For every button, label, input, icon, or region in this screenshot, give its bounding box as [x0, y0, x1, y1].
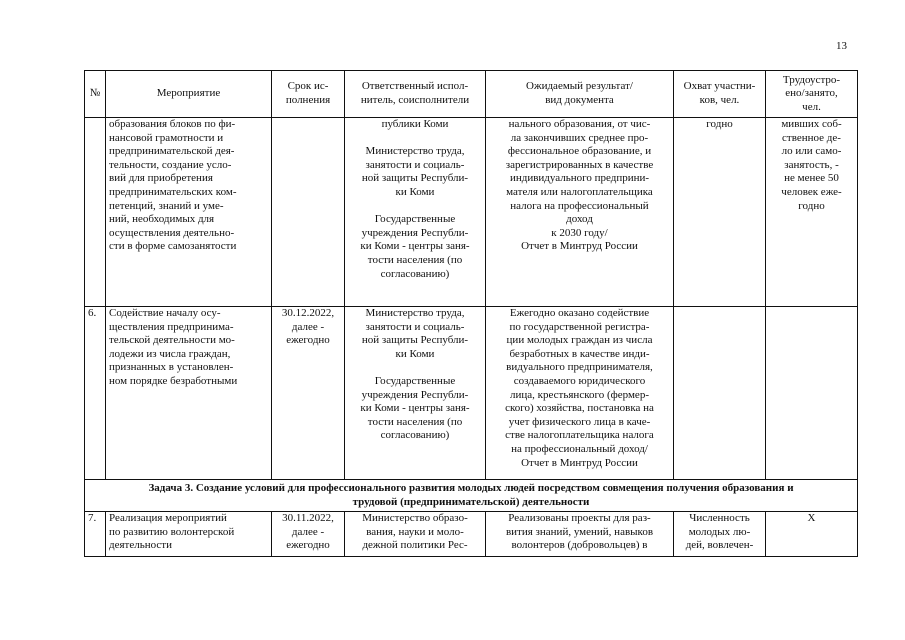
task-row: [85, 480, 858, 512]
text-line: мивших соб-: [781, 118, 842, 130]
text-line: волонтеров (добровольцев) в: [511, 539, 648, 552]
row5-responsible-b: [348, 145, 482, 199]
text-line: нансовой грамотности и: [109, 131, 224, 144]
text-line: образования блоков по фи-: [109, 118, 236, 130]
row6-result: [486, 307, 674, 480]
text-line: учреждения Республи-: [361, 226, 469, 239]
text-line: Отчет в Минтруд России: [521, 456, 638, 469]
text-line: предпринимательской дея-: [109, 145, 235, 158]
text-line: видуального предпринимателя,: [506, 361, 653, 374]
text-line: зарегистрированных в качестве: [505, 158, 654, 171]
header-employed: [766, 71, 858, 118]
text-line: налога на профессиональный: [510, 199, 649, 212]
row7-responsible: [345, 512, 486, 557]
text-line: петенций, знаний и уме-: [109, 199, 224, 212]
text-line: ки Коми - центры заня-: [360, 402, 470, 415]
row7-event: [106, 512, 272, 557]
text-line: ки Коми - центры заня-: [360, 240, 470, 253]
text-line: к 2030 году/: [551, 226, 608, 239]
text-line: лодежи из числа граждан,: [109, 347, 231, 360]
row5-event: [106, 118, 272, 307]
text-line: чел.: [802, 100, 821, 113]
text-line: Задача 3. Создание условий для профессионального развития молодых людей посредством совмещения получения образования и: [148, 482, 794, 494]
text-line: фессиональное образование, и: [507, 145, 652, 158]
header-event: Мероприятие: [106, 71, 272, 118]
text-line: нального образования, от чис-: [508, 118, 651, 130]
text-line: ции молодых граждан из числа: [506, 334, 653, 347]
text-line: Реализация мероприятий: [109, 512, 227, 525]
text-line: ственное де-: [782, 131, 841, 144]
text-line: 30.11.2022,: [282, 512, 334, 525]
row6-responsible: [345, 307, 486, 480]
table-row: [85, 307, 858, 480]
text-line: ной защиты Республи-: [361, 334, 469, 347]
text-line: Реализованы проекты для раз-: [508, 512, 651, 525]
row6-event: [106, 307, 272, 480]
text-line: мателя или налогоплательщика: [506, 185, 653, 198]
text-line: нитель, соисполнители: [360, 94, 470, 106]
text-line: вид документа: [545, 94, 614, 106]
text-line: безработных в качестве инди-: [509, 347, 650, 360]
row6-num: 6.: [85, 307, 106, 480]
text-line: ежегодно: [286, 539, 330, 552]
text-line: занятости и социаль-: [365, 320, 465, 333]
text-line: согласованию): [380, 267, 450, 280]
text-line: признанных в установлен-: [109, 361, 234, 374]
text-line: ном порядке безработными: [109, 374, 238, 387]
text-line: лица, крестьянского (фермер-: [510, 388, 649, 401]
row6-responsible-b: [348, 375, 482, 443]
row5-coverage: [674, 118, 766, 307]
text-line: Ежегодно оказано содействие: [509, 307, 650, 319]
text-line: дей, вовлечен-: [685, 539, 754, 552]
row5-responsible-a: [348, 118, 482, 132]
text-line: ского) хозяйства, постановка на: [505, 402, 654, 415]
text-line: Отчет в Минтруд России: [521, 240, 638, 253]
text-line: далее -: [291, 525, 325, 538]
row7-employed: Х: [766, 512, 858, 557]
text-line: предпринимательских ком-: [109, 185, 237, 198]
text-line: Министерство труда,: [365, 145, 465, 158]
text-line: Численность: [689, 512, 750, 525]
header-num: №: [85, 71, 106, 118]
table-header-row: [85, 71, 858, 118]
table-row: [85, 118, 858, 307]
text-line: вания, науки и моло-: [366, 525, 464, 538]
row7-num: 7.: [85, 512, 106, 557]
text-line: согласованию): [380, 429, 450, 442]
row7-coverage: [674, 512, 766, 557]
text-line: стве налогоплательщика налога: [505, 429, 654, 442]
row5-employed: [766, 118, 858, 307]
text-line: занятости и социаль-: [365, 158, 465, 171]
text-line: осуществления деятельно-: [109, 226, 235, 239]
measures-table: [84, 70, 858, 557]
text-line: по развитию волонтерской: [109, 525, 235, 538]
text-line: тельской деятельности мо-: [109, 334, 235, 347]
text-line: ной защиты Республи-: [361, 172, 469, 185]
header-deadline: [272, 71, 345, 118]
text-line: дежной политики Рес-: [362, 539, 468, 552]
row5-result: [486, 118, 674, 307]
text-line: 30.12.2022,: [281, 307, 335, 319]
row5-responsible: [345, 118, 486, 307]
text-line: деятельности: [109, 539, 172, 552]
text-line: Министерство труда,: [365, 307, 465, 319]
header-coverage: [674, 71, 766, 118]
row6-coverage: [674, 307, 766, 480]
text-line: создаваемого юридического: [513, 374, 646, 387]
text-line: индивидуального предприни-: [509, 172, 650, 185]
text-line: сти в форме самозанятости: [109, 240, 237, 253]
row5-responsible-c: [348, 213, 482, 281]
text-line: ла закончивших среднее про-: [510, 131, 649, 144]
row6-employed: [766, 307, 858, 480]
row7-deadline: [272, 512, 345, 557]
row6-responsible-a: [348, 307, 482, 361]
text-line: занятость, -: [784, 158, 839, 171]
text-line: молодых лю-: [688, 525, 751, 538]
text-line: ков, чел.: [699, 94, 740, 106]
text-line: Ответственный испол-: [361, 80, 469, 93]
text-line: человек еже-: [781, 185, 842, 198]
text-line: учет физического лица в каче-: [508, 415, 651, 428]
row7-result: [486, 512, 674, 557]
text-line: Государственные: [374, 213, 456, 226]
header-result: [486, 71, 674, 118]
row5-num: [85, 118, 106, 307]
text-line: годно: [798, 199, 825, 212]
text-line: Государственные: [374, 374, 456, 387]
text-line: ено/занято,: [785, 87, 838, 100]
text-line: Охват участни-: [683, 80, 756, 93]
text-line: ний, необходимых для: [109, 213, 215, 226]
text-line: трудовой (предпринимательской) деятельности: [352, 495, 590, 508]
text-line: ки Коми: [395, 185, 435, 198]
text-line: тости населения (по: [367, 253, 463, 266]
text-line: тельности, создание усло-: [109, 158, 232, 171]
row5-deadline: [272, 118, 345, 307]
task3-heading: [85, 480, 858, 512]
text-line: ло или само-: [781, 145, 842, 158]
text-line: вития знаний, умений, навыков: [505, 525, 654, 538]
text-line: учреждения Республи-: [361, 388, 469, 401]
text-line: тости населения (по: [367, 415, 463, 428]
text-line: годно: [706, 118, 733, 130]
text-line: ежегодно: [286, 334, 330, 347]
table-row: [85, 512, 858, 557]
text-line: доход: [566, 213, 593, 226]
page-number: 13: [836, 40, 847, 52]
text-line: далее -: [291, 320, 325, 333]
text-line: по государственной регистра-: [509, 320, 650, 333]
text-line: Содействие началу осу-: [109, 307, 221, 319]
text-line: ществления предпринима-: [109, 320, 234, 333]
text-line: публики Коми: [381, 118, 449, 130]
row6-deadline: [272, 307, 345, 480]
text-line: полнения: [285, 94, 331, 106]
text-line: на профессиональный доход/: [511, 442, 648, 455]
text-line: не менее 50: [784, 172, 839, 185]
text-line: Срок ис-: [287, 80, 329, 93]
text-line: ки Коми: [395, 347, 435, 360]
text-line: Министерство образо-: [362, 512, 468, 525]
text-line: Ожидаемый результат/: [526, 80, 633, 93]
text-line: вий для приобретения: [109, 172, 213, 185]
text-line: Трудоустро-: [782, 73, 841, 86]
header-responsible: [345, 71, 486, 118]
